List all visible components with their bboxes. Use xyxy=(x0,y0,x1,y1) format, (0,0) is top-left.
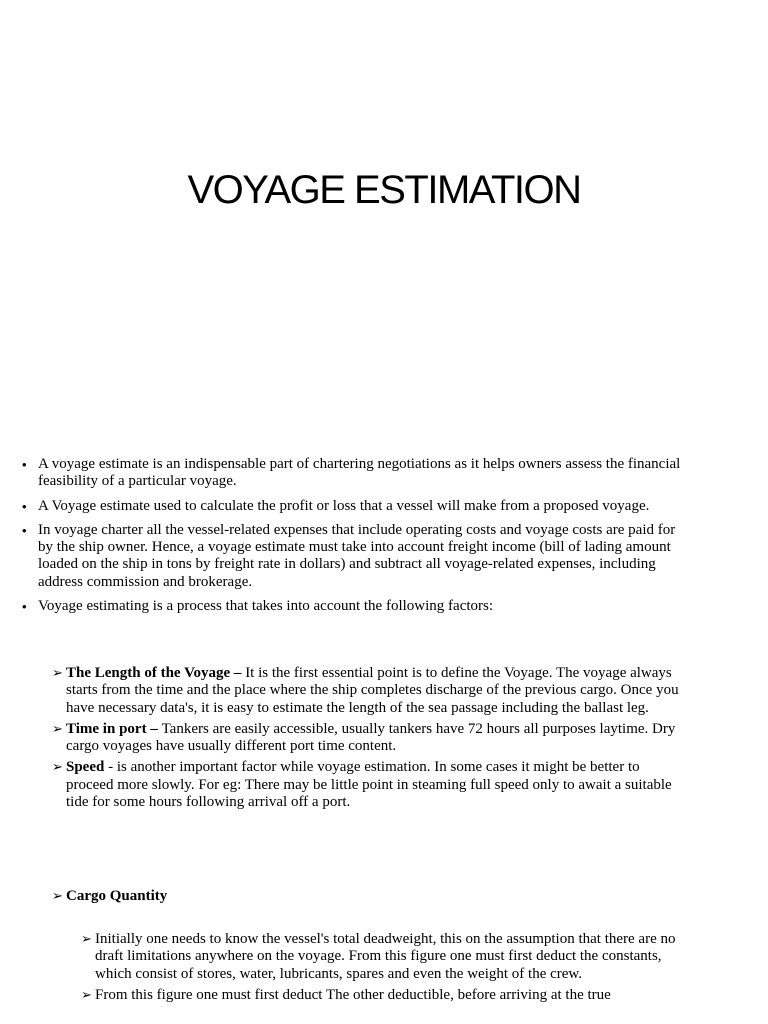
arrow-bullet-icon: ➢ xyxy=(81,987,92,1003)
factor-item xyxy=(52,665,682,717)
bullet-marker: • xyxy=(22,599,27,615)
arrow-bullet-icon: ➢ xyxy=(81,932,92,947)
factor-text: Tankers are easily accessible, usually tankers have 72 hours all purposes laytime. Dry cargo voyages have usually different port time content. xyxy=(66,720,676,755)
list-item xyxy=(22,456,682,491)
list-item xyxy=(22,498,682,515)
factor-text: - is another important factor while voyage estimation. In some cases it might be better to proceed more slowly. For eg: There may be little point in steaming full speed only to await a suitable tide for some hours following arrival off a port. xyxy=(66,759,672,811)
bullet-marker: • xyxy=(22,457,27,472)
bullet-marker: • xyxy=(22,498,27,514)
bullet-text: In voyage charter all the vessel-related expenses that include operating costs and voyage costs are paid for by the ship owner. Hence, a voyage estimate must take into account freight income (bill of lading amount loaded on the ship in tons by freight rate in dollars) and subtract all voyage-related expenses, including address commission and brokerage. xyxy=(38,521,676,590)
factor-heading: The Length of the Voyage – xyxy=(66,665,246,681)
factor-heading: Speed xyxy=(66,759,105,776)
factor-list xyxy=(52,665,682,815)
list-item xyxy=(22,598,682,615)
bullet-marker: • xyxy=(22,522,27,538)
cargo-heading: Cargo Quantity xyxy=(66,888,168,904)
factor-heading: Time in port – xyxy=(66,720,162,737)
intro-bullet-list xyxy=(22,456,682,622)
cargo-point-text: Initially one needs to know the vessel's total deadweight, this on the assumption that there are no draft limitations anywhere on the voyage. From this figure one must first deduct the constants, which consist of stores, water, lubricants, spares and even the weight of the crew. xyxy=(95,931,676,982)
list-item xyxy=(22,522,682,591)
bullet-text: Voyage estimating is a process that takes into account the following factors: xyxy=(38,598,494,615)
cargo-point-text: From this figure one must first deduct The other deductible, before arriving at the true xyxy=(95,986,611,1003)
arrow-bullet-icon: ➢ xyxy=(52,721,63,737)
list-item xyxy=(81,931,681,983)
page-title: VOYAGE ESTIMATION xyxy=(187,168,581,212)
factor-item xyxy=(52,721,682,756)
arrow-bullet-icon: ➢ xyxy=(52,666,63,681)
bullet-text: A voyage estimate is an indispensable part of chartering negotiations as it helps owners assess the financial feasibility of a particular voyage. xyxy=(38,456,681,490)
arrow-bullet-icon: ➢ xyxy=(52,760,63,776)
factor-item xyxy=(52,759,682,811)
cargo-point-list xyxy=(81,931,681,1008)
cargo-quantity-section xyxy=(52,888,167,905)
arrow-bullet-icon: ➢ xyxy=(52,889,63,904)
list-item xyxy=(81,987,681,1004)
factor-text: It is the first essential point is to define the Voyage. The voyage always starts from the time and the place where the ship completes discharge of the previous cargo. Once you have necessary data's, it is easy to estimate the length of the sea passage including the ballast leg. xyxy=(66,665,679,716)
bullet-text: A Voyage estimate used to calculate the profit or loss that a vessel will make from a proposed voyage. xyxy=(38,497,650,514)
